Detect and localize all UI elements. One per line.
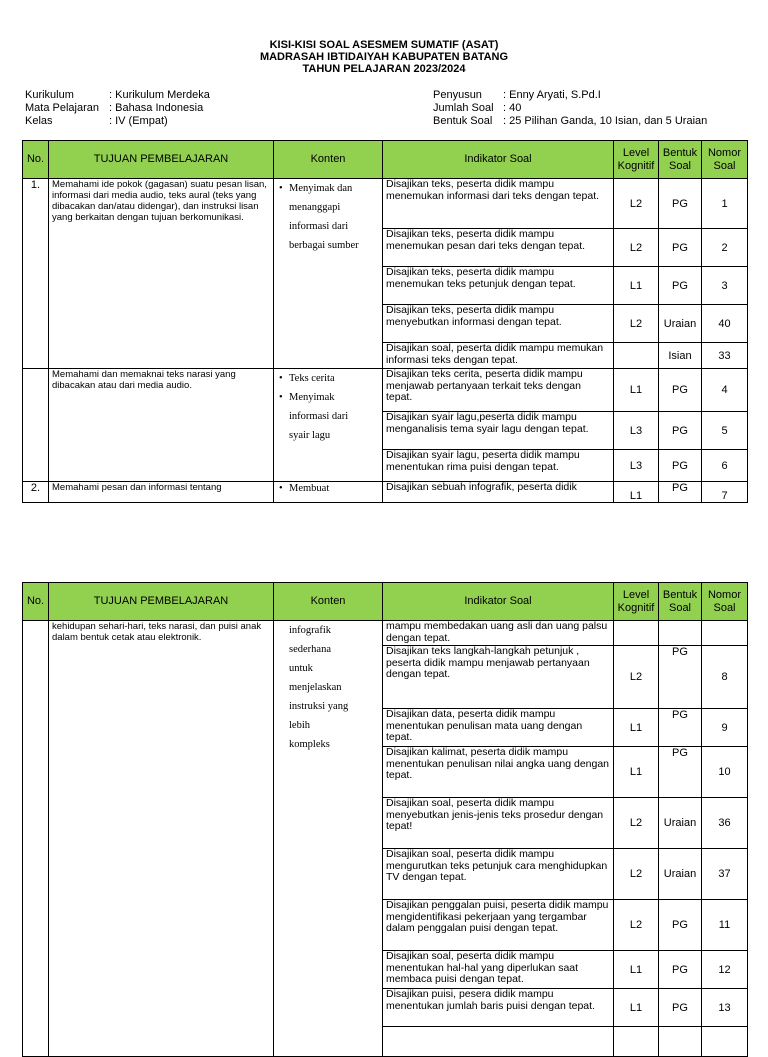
nomor-cell: 40 — [702, 305, 748, 343]
nomor-cell: 37 — [702, 849, 748, 900]
table-header-row — [23, 583, 748, 621]
indikator-cell: Disajikan kalimat, peserta didik mampu menentukan penulisan nilai angka uang dengan tepat. — [383, 747, 614, 798]
bentuk-cell: PG — [659, 646, 702, 709]
konten-cell — [274, 482, 383, 503]
nomor-cell: 11 — [702, 900, 748, 951]
tujuan-cell: Memahami dan memaknai teks narasi yang dibacakan atau dari media audio. — [49, 369, 274, 482]
meta-label: Bentuk Soal — [433, 115, 493, 127]
konten-item: menjelaskan — [289, 682, 342, 693]
col-bentuk: Bentuk Soal — [659, 141, 702, 179]
col-indikator: Indikator Soal — [383, 141, 614, 179]
nomor-cell: 10 — [702, 747, 748, 798]
col-tujuan: TUJUAN PEMBELAJARAN — [49, 141, 274, 179]
bentuk-cell: Uraian — [659, 849, 702, 900]
meta-value: : Bahasa Indonesia — [109, 102, 204, 114]
col-nomor: Nomor Soal — [702, 141, 748, 179]
meta-value: : IV (Empat) — [109, 115, 168, 127]
meta-label: Kelas — [25, 115, 53, 127]
konten-cell — [274, 179, 383, 369]
nomor-cell: 5 — [702, 412, 748, 450]
nomor-cell — [702, 1027, 748, 1057]
col-tujuan: TUJUAN PEMBELAJARAN — [49, 583, 274, 621]
meta-value: : 40 — [503, 102, 522, 114]
bentuk-cell: PG — [659, 747, 702, 798]
indikator-cell: Disajikan teks, peserta didik mampu menyebutkan informasi dengan tepat. — [383, 305, 614, 343]
doc-title-line1: KISI-KISI SOAL ASESMEM SUMATIF (ASAT) — [269, 39, 499, 51]
row-number — [23, 369, 49, 482]
level-cell: L2 — [614, 798, 659, 849]
konten-item: syair lagu — [289, 430, 331, 441]
nomor-cell: 8 — [702, 646, 748, 709]
konten-item: informasi dari — [289, 411, 349, 422]
level-cell: L1 — [614, 709, 659, 747]
bentuk-cell: Uraian — [659, 305, 702, 343]
bentuk-cell: PG — [659, 179, 702, 229]
level-cell: L2 — [614, 900, 659, 951]
meta-label: Jumlah Soal — [433, 102, 494, 114]
bentuk-cell: PG — [659, 989, 702, 1027]
meta-right — [433, 89, 707, 128]
nomor-cell: 2 — [702, 229, 748, 267]
konten-item: infografik — [289, 625, 331, 636]
level-cell — [614, 343, 659, 369]
nomor-cell: 33 — [702, 343, 748, 369]
konten-item: menanggapi — [289, 202, 341, 213]
bentuk-cell: Isian — [659, 343, 702, 369]
level-cell: L1 — [614, 951, 659, 989]
table-row — [23, 179, 748, 229]
col-indikator: Indikator Soal — [383, 583, 614, 621]
table-row — [23, 482, 748, 503]
table-row — [23, 369, 748, 412]
level-cell: L1 — [614, 482, 659, 503]
indikator-cell: Disajikan teks, peserta didik mampu menemukan informasi dari teks dengan tepat. — [383, 179, 614, 229]
bentuk-cell: PG — [659, 229, 702, 267]
bentuk-cell: PG — [659, 900, 702, 951]
indikator-cell: Disajikan data, peserta didik mampu menentukan penulisan mata uang dengan tepat. — [383, 709, 614, 747]
indikator-cell: Disajikan soal, peserta didik mampu mengurutkan teks petunjuk cara menghidupkan TV dengan tepat. — [383, 849, 614, 900]
indikator-cell: Disajikan soal, peserta didik mampu menyebutkan jenis-jenis teks prosedur dengan tepat! — [383, 798, 614, 849]
kisi-kisi-table-1 — [22, 140, 748, 503]
meta-value: : Kurikulum Merdeka — [109, 89, 210, 101]
konten-item: • Teks cerita — [289, 369, 379, 388]
indikator-cell: Disajikan puisi, pesera didik mampu menentukan jumlah baris puisi dengan tepat. — [383, 989, 614, 1027]
bentuk-cell: PG — [659, 267, 702, 305]
konten-item: • Menyimak — [289, 388, 379, 407]
indikator-cell: Disajikan soal, peserta didik mampu memukan informasi teks dengan tepat. — [383, 343, 614, 369]
konten-item: lebih — [289, 720, 310, 731]
level-cell: L2 — [614, 179, 659, 229]
meta-value: : 25 Pilihan Ganda, 10 Isian, dan 5 Uraian — [503, 115, 708, 127]
nomor-cell: 9 — [702, 709, 748, 747]
level-cell: L2 — [614, 646, 659, 709]
col-nomor: Nomor Soal — [702, 583, 748, 621]
col-level: Level Kognitif — [614, 141, 659, 179]
nomor-cell: 6 — [702, 450, 748, 482]
bentuk-cell: PG — [659, 412, 702, 450]
meta-label: Mata Pelajaran — [25, 102, 99, 114]
bentuk-cell — [659, 1027, 702, 1057]
level-cell — [614, 1027, 659, 1057]
col-bentuk: Bentuk Soal — [659, 583, 702, 621]
level-cell — [614, 621, 659, 646]
nomor-cell: 1 — [702, 179, 748, 229]
indikator-cell: Disajikan syair lagu, peserta didik mampu menentukan rima puisi dengan tepat. — [383, 450, 614, 482]
indikator-cell: Disajikan teks, peserta didik mampu menemukan teks petunjuk dengan tepat. — [383, 267, 614, 305]
indikator-cell: Disajikan syair lagu,peserta didik mampu menganalisis tema syair lagu dengan tepat. — [383, 412, 614, 450]
kisi-kisi-table-2 — [22, 582, 748, 1057]
row-number — [23, 621, 49, 1057]
col-no: No. — [23, 141, 49, 179]
row-number: 2. — [23, 482, 49, 503]
doc-title-line2: MADRASAH IBTIDAIYAH KABUPATEN BATANG — [259, 51, 509, 63]
row-number: 1. — [23, 179, 49, 369]
col-konten: Konten — [274, 141, 383, 179]
indikator-cell: Disajikan teks, peserta didik mampu menemukan pesan dari teks dengan tepat. — [383, 229, 614, 267]
level-cell: L1 — [614, 267, 659, 305]
konten-cell — [274, 621, 383, 1057]
nomor-cell: 4 — [702, 369, 748, 412]
indikator-cell: Disajikan soal, peserta didik mampu menentukan hal-hal yang diperlukan saat membaca puisi dengan tepat. — [383, 951, 614, 989]
level-cell: L2 — [614, 305, 659, 343]
tujuan-cell: kehidupan sehari-hari, teks narasi, dan puisi anak dalam bentuk cetak atau elektronik. — [49, 621, 274, 1057]
level-cell: L2 — [614, 229, 659, 267]
nomor-cell: 36 — [702, 798, 748, 849]
indikator-cell: mampu membedakan uang asli dan uang palsu dengan tepat. — [383, 621, 614, 646]
konten-item: • Menyimak dan — [289, 179, 379, 198]
level-cell: L1 — [614, 989, 659, 1027]
level-cell: L3 — [614, 450, 659, 482]
meta-value: : Enny Aryati, S.Pd.I — [503, 89, 601, 101]
level-cell: L2 — [614, 849, 659, 900]
col-konten: Konten — [274, 583, 383, 621]
meta-label: Kurikulum — [25, 89, 74, 101]
indikator-cell: Disajikan sebuah infografik, peserta didik — [383, 482, 614, 503]
tujuan-cell: Memahami ide pokok (gagasan) suatu pesan lisan, informasi dari media audio, teks aural (teks yang dibacakan dan/atau didengar), dan instruksi lisan yang berkaitan dengan tujuan berkomunikasi. — [49, 179, 274, 369]
konten-cell — [274, 369, 383, 482]
bentuk-cell: PG — [659, 450, 702, 482]
meta-left — [25, 89, 210, 128]
tujuan-cell: Memahami pesan dan informasi tentang — [49, 482, 274, 503]
nomor-cell: 3 — [702, 267, 748, 305]
konten-item: informasi dari — [289, 221, 349, 232]
indikator-cell: Disajikan teks langkah-langkah petunjuk , peserta didik mampu menjawab pertanyaan dengan tepat. — [383, 646, 614, 709]
konten-item: instruksi yang — [289, 701, 349, 712]
meta-label: Penyusun — [433, 89, 482, 101]
bentuk-cell: PG — [659, 369, 702, 412]
doc-title-line3: TAHUN PELAJARAN 2023/2024 — [302, 63, 466, 75]
nomor-cell: 13 — [702, 989, 748, 1027]
bentuk-cell: PG — [659, 482, 702, 503]
indikator-cell: Disajikan penggalan puisi, peserta didik mampu mengidentifikasi pekerjaan yang tergambar dalam penggalan puisi dengan tepat. — [383, 900, 614, 951]
nomor-cell — [702, 621, 748, 646]
indikator-cell — [383, 1027, 614, 1057]
level-cell: L1 — [614, 747, 659, 798]
konten-item: kompleks — [289, 739, 330, 750]
level-cell: L1 — [614, 369, 659, 412]
bentuk-cell — [659, 621, 702, 646]
nomor-cell: 12 — [702, 951, 748, 989]
konten-item: • Membuat — [289, 482, 379, 496]
bentuk-cell: PG — [659, 709, 702, 747]
col-no: No. — [23, 583, 49, 621]
indikator-cell: Disajikan teks cerita, peserta didik mampu menjawab pertanyaan terkait teks dengan tepat. — [383, 369, 614, 412]
col-level: Level Kognitif — [614, 583, 659, 621]
konten-item: berbagai sumber — [289, 240, 359, 251]
konten-item: untuk — [289, 663, 313, 674]
table-header-row — [23, 141, 748, 179]
konten-item: sederhana — [289, 644, 331, 655]
nomor-cell: 7 — [702, 482, 748, 503]
bentuk-cell: Uraian — [659, 798, 702, 849]
level-cell: L3 — [614, 412, 659, 450]
bentuk-cell: PG — [659, 951, 702, 989]
table-row — [23, 621, 748, 646]
